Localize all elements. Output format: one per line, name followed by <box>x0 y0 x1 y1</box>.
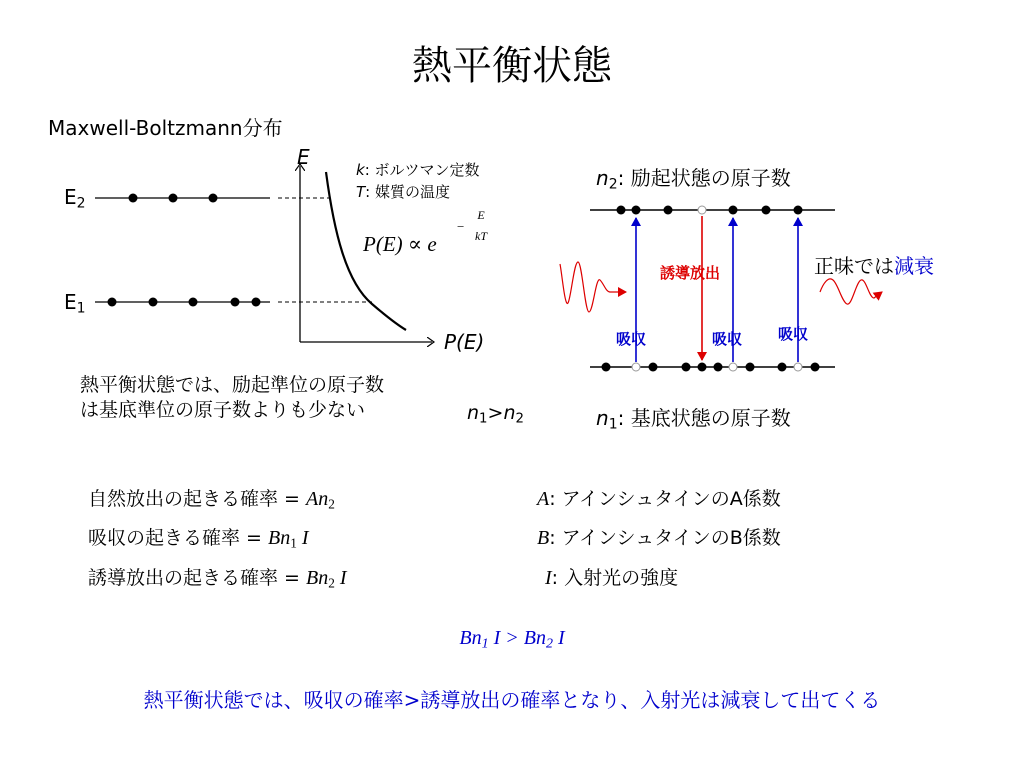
distribution-subtitle: Maxwell-Boltzmann分布 <box>48 116 283 140</box>
atom <box>682 363 691 372</box>
page-title: 熱平衡状態 <box>412 43 612 89</box>
formula-exponent-numerator: E <box>477 208 485 222</box>
ineq-n1: n <box>467 402 480 424</box>
atom <box>698 363 707 372</box>
excited-text: : 励起状態の原子数 <box>617 166 791 190</box>
coefficient-A-var: A <box>537 488 550 510</box>
atom <box>231 298 240 307</box>
empty-site <box>794 363 802 371</box>
atom <box>649 363 658 372</box>
coefficient-I-var: I <box>545 567 552 589</box>
lower-level-subscript: 1 <box>76 300 86 317</box>
ineq-gt: > <box>487 402 504 424</box>
rate-stimulated-tail: I <box>334 567 347 589</box>
upper-level-letter: E <box>64 185 77 209</box>
absorption-label-1: 吸収 <box>616 330 647 348</box>
ground-var: n <box>596 406 609 430</box>
comparison-rhs-sub: 2 <box>545 636 553 652</box>
coefficient-I-text: : 入射光の強度 <box>551 567 679 589</box>
stimulated-emission-label: 誘導放出 <box>660 264 721 282</box>
atom <box>209 194 218 203</box>
empty-site <box>698 206 706 214</box>
comparison-rhs-tail: I <box>552 627 565 649</box>
rate-stimulated-sub: 2 <box>328 575 335 591</box>
net-highlight: 減衰 <box>894 254 934 278</box>
atom <box>108 298 117 307</box>
rate-stimulated-label: 誘導放出の起きる確率 = <box>88 567 306 589</box>
atom <box>617 206 626 215</box>
empty-site <box>632 363 640 371</box>
atom <box>169 194 178 203</box>
rate-stimulated-formula: Bn <box>306 567 329 589</box>
boltzmann-formula: P(E) ∝ e <box>363 232 437 256</box>
atom <box>762 206 771 215</box>
empty-site <box>729 363 737 371</box>
rate-spontaneous-label: 自然放出の起きる確率 = <box>88 488 306 510</box>
atom <box>714 363 723 372</box>
comparison-lhs-sub: 1 <box>481 636 489 652</box>
coefficient-B-var: B <box>537 527 550 549</box>
rate-spontaneous-formula: An <box>306 488 329 510</box>
comparison-lhs-tail: I > <box>488 627 524 649</box>
atom <box>632 206 641 215</box>
coefficient-A-text: : アインシュタインのA係数 <box>549 488 781 510</box>
rate-absorption-sub: 1 <box>290 535 297 551</box>
ground-sub: 1 <box>608 416 618 433</box>
formula-exponent-sign: − <box>457 219 465 234</box>
excited-sub: 2 <box>608 176 618 193</box>
atom <box>778 363 787 372</box>
probability-axis-label: P(E) <box>444 330 485 354</box>
ground-text: : 基底状態の原子数 <box>617 406 791 430</box>
note-line-1: 熱平衡状態では、励起準位の原子数 <box>80 374 385 396</box>
lower-level-letter: E <box>64 290 77 314</box>
transmitted-wave <box>820 279 882 304</box>
legend-k-text: : ボルツマン定数 <box>364 161 480 179</box>
excited-var: n <box>596 166 609 190</box>
rate-absorption-label: 吸収の起きる確率 = <box>88 527 268 549</box>
incident-wave <box>560 262 626 312</box>
rate-absorption-formula: Bn <box>268 527 291 549</box>
atom <box>746 363 755 372</box>
rate-absorption-tail: I <box>296 527 309 549</box>
note-line-2: は基底準位の原子数よりも少ない <box>80 399 366 421</box>
atom <box>811 363 820 372</box>
atom <box>129 194 138 203</box>
legend-T-text: : 媒質の温度 <box>365 183 450 201</box>
atom <box>252 298 261 307</box>
atom <box>189 298 198 307</box>
atom <box>794 206 803 215</box>
comparison-rhs: Bn <box>523 627 546 649</box>
atom <box>729 206 738 215</box>
ineq-n2: n <box>503 402 516 424</box>
absorption-label-2: 吸収 <box>712 330 743 348</box>
conclusion-text: 熱平衡状態では、吸収の確率>誘導放出の確率となり、入射光は減衰して出てくる <box>143 688 881 712</box>
absorption-label-3: 吸収 <box>778 325 809 343</box>
upper-level-subscript: 2 <box>76 195 86 212</box>
atom <box>664 206 673 215</box>
formula-exponent-denominator: kT <box>475 229 487 243</box>
legend-k-var: k <box>356 161 365 179</box>
ineq-n2-sub: 2 <box>515 411 524 427</box>
legend-T-var: T <box>356 183 366 201</box>
atom <box>149 298 158 307</box>
boltzmann-curve <box>326 172 406 330</box>
energy-axis-label: E <box>297 145 310 169</box>
net-prefix: 正味では <box>814 254 894 278</box>
comparison-lhs: Bn <box>459 627 482 649</box>
ineq-n1-sub: 1 <box>479 411 488 427</box>
atom <box>602 363 611 372</box>
rate-spontaneous-sub: 2 <box>328 496 335 512</box>
coefficient-B-text: : アインシュタインのB係数 <box>549 527 781 549</box>
